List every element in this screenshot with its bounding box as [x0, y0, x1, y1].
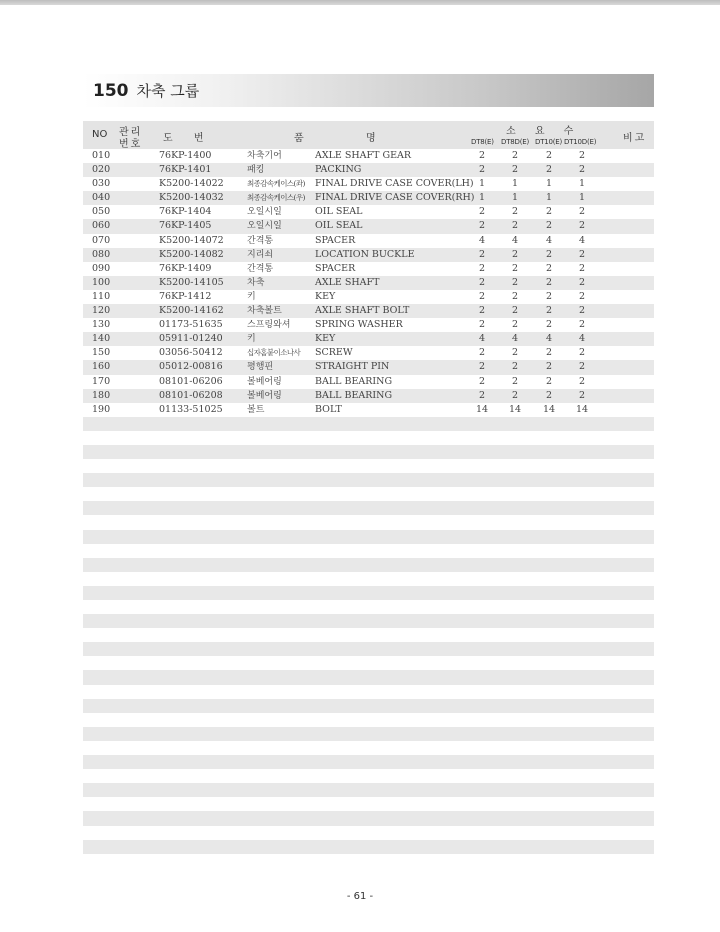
table-row: [83, 149, 654, 163]
english-name: AXLE SHAFT: [315, 276, 380, 288]
qty-dt10e: 2: [545, 164, 553, 176]
parts-table: [83, 149, 654, 854]
part-no: 020: [92, 164, 111, 176]
english-name: SPACER: [315, 234, 356, 246]
qty-dt8e: 2: [478, 361, 486, 373]
english-name: KEY: [315, 333, 336, 345]
part-no: 140: [92, 333, 111, 345]
top-rule: [0, 0, 720, 5]
header-remark: 비고: [623, 133, 647, 144]
drawing-number: 08101-06208: [159, 389, 223, 401]
qty-dt10e: 2: [545, 361, 553, 373]
part-no: 100: [92, 276, 111, 288]
qty-dt10e: 2: [545, 347, 553, 359]
qty-dt10de: 4: [578, 333, 586, 345]
header-model: DT8D(E): [501, 138, 529, 146]
empty-row: [83, 826, 654, 840]
drawing-number: 05911-01240: [159, 333, 223, 345]
korean-name: 간격통: [247, 235, 274, 246]
page-number: - 61 -: [346, 891, 374, 902]
english-name: AXLE SHAFT GEAR: [315, 150, 412, 161]
qty-dt8e: 4: [478, 333, 486, 345]
qty-dt8de: 1: [511, 192, 519, 204]
english-name: SCREW: [315, 347, 353, 359]
qty-dt10de: 2: [578, 276, 586, 288]
qty-dt10de: 2: [578, 305, 586, 317]
qty-dt8de: 2: [511, 347, 519, 359]
section-title-bar: [83, 74, 654, 107]
korean-name: 오일시일: [247, 207, 282, 218]
english-name: STRAIGHT PIN: [315, 361, 390, 373]
english-name: BOLT: [315, 403, 342, 415]
qty-dt10de: 2: [578, 389, 586, 401]
table-row: [83, 205, 654, 219]
header-item: 품: [294, 133, 304, 144]
header-mgmt-line1: 관리: [119, 127, 143, 138]
qty-dt8de: 2: [511, 389, 519, 401]
drawing-number: 76KP-1412: [159, 290, 212, 302]
korean-name: 지리쇠: [247, 249, 274, 260]
drawing-number: K5200-14105: [159, 276, 224, 288]
qty-dt8de: 1: [511, 178, 519, 190]
drawing-number: K5200-14162: [159, 305, 224, 317]
qty-dt10e: 1: [545, 192, 553, 204]
part-no: 170: [92, 375, 111, 387]
qty-dt8e: 2: [478, 290, 486, 302]
part-no: 130: [92, 319, 111, 331]
empty-row: [83, 600, 654, 614]
empty-row: [83, 459, 654, 473]
empty-row: [83, 727, 654, 741]
qty-dt8e: 2: [478, 375, 486, 387]
english-name: AXLE SHAFT BOLT: [315, 305, 410, 317]
qty-dt10e: 1: [545, 178, 553, 190]
empty-row: [83, 501, 654, 515]
qty-dt10e: 4: [545, 234, 553, 246]
empty-row: [83, 473, 654, 487]
drawing-number: 03056-50412: [159, 347, 223, 359]
qty-dt8e: 2: [478, 276, 486, 288]
drawing-number: 05012-00816: [159, 361, 223, 373]
qty-dt8de: 14: [508, 403, 522, 415]
table-row: [83, 290, 654, 304]
empty-row: [83, 572, 654, 586]
qty-dt10e: 2: [545, 220, 553, 232]
table-row: [83, 177, 654, 191]
drawing-number: K5200-14082: [159, 248, 224, 260]
korean-name: 차축볼트: [247, 306, 282, 317]
empty-row: [83, 417, 654, 431]
qty-dt10de: 2: [578, 262, 586, 274]
qty-dt8de: 4: [511, 333, 519, 345]
qty-dt8e: 2: [478, 319, 486, 331]
part-no: 090: [92, 262, 111, 274]
qty-dt8de: 2: [511, 319, 519, 331]
drawing-number: K5200-14072: [159, 234, 224, 246]
qty-dt8de: 2: [511, 164, 519, 176]
korean-name: 볼베어링: [247, 390, 282, 401]
qty-dt8e: 2: [478, 305, 486, 317]
qty-dt10e: 2: [545, 290, 553, 302]
qty-dt10e: 2: [545, 276, 553, 288]
qty-dt10de: 2: [578, 375, 586, 387]
header-mgmt-line2: 번호: [119, 139, 143, 150]
drawing-number: 01173-51635: [159, 319, 223, 331]
qty-dt8e: 2: [478, 389, 486, 401]
qty-dt10de: 1: [578, 192, 586, 204]
english-name: BALL BEARING: [315, 375, 393, 387]
empty-row: [83, 515, 654, 529]
qty-dt10de: 2: [578, 361, 586, 373]
korean-name: 볼트: [247, 404, 265, 415]
drawing-number: 01133-51025: [159, 403, 223, 415]
qty-dt8de: 2: [511, 150, 519, 161]
english-name: FINAL DRIVE CASE COVER(RH): [315, 192, 475, 204]
empty-row: [83, 656, 654, 670]
header-drawing-number: 도 번: [163, 133, 204, 144]
english-name: SPACER: [315, 262, 356, 274]
qty-dt8e: 14: [475, 403, 489, 415]
korean-name: 차축: [247, 277, 265, 288]
table-row: [83, 403, 654, 417]
empty-row: [83, 642, 654, 656]
empty-row: [83, 769, 654, 783]
qty-dt8e: 1: [478, 178, 486, 190]
empty-row: [83, 530, 654, 544]
table-row: [83, 219, 654, 233]
empty-row: [83, 586, 654, 600]
part-no: 180: [92, 389, 111, 401]
qty-dt8de: 2: [511, 248, 519, 260]
drawing-number: K5200-14022: [159, 178, 224, 190]
korean-name: 오일시일: [247, 221, 282, 232]
part-no: 050: [92, 206, 111, 218]
qty-dt8e: 2: [478, 150, 486, 161]
qty-dt8de: 2: [511, 220, 519, 232]
qty-dt8e: 2: [478, 220, 486, 232]
part-no: 030: [92, 178, 111, 190]
drawing-number: 76KP-1405: [159, 220, 212, 232]
qty-dt8e: 2: [478, 164, 486, 176]
part-no: 150: [92, 347, 111, 359]
section-number: 150: [93, 80, 129, 101]
qty-dt10de: 2: [578, 164, 586, 176]
table-row: [83, 248, 654, 262]
table-row: [83, 389, 654, 403]
table-row: [83, 318, 654, 332]
part-no: 080: [92, 248, 111, 260]
qty-dt10de: 2: [578, 319, 586, 331]
qty-dt10e: 4: [545, 333, 553, 345]
drawing-number: 76KP-1404: [159, 206, 212, 218]
empty-row: [83, 797, 654, 811]
qty-dt10de: 2: [578, 206, 586, 218]
part-no: 110: [92, 290, 111, 302]
empty-row: [83, 685, 654, 699]
korean-name: 십자홈붙이소나사: [247, 348, 301, 358]
table-row: [83, 360, 654, 374]
qty-dt8e: 1: [478, 192, 486, 204]
qty-dt10e: 2: [545, 319, 553, 331]
header-model: DT10(E): [535, 138, 563, 146]
qty-dt8e: 2: [478, 248, 486, 260]
qty-dt10de: 2: [578, 220, 586, 232]
empty-row: [83, 713, 654, 727]
empty-row: [83, 445, 654, 459]
part-no: 060: [92, 220, 111, 232]
korean-name: 키: [247, 291, 256, 302]
header-model: DT10D(E): [564, 138, 597, 146]
empty-row: [83, 628, 654, 642]
table-row: [83, 375, 654, 389]
qty-dt8e: 2: [478, 262, 486, 274]
table-row: [83, 262, 654, 276]
korean-name: 패킹: [247, 165, 265, 176]
english-name: LOCATION BUCKLE: [315, 248, 415, 260]
qty-dt8e: 4: [478, 234, 486, 246]
qty-dt10de: 2: [578, 347, 586, 359]
table-header: [83, 121, 654, 149]
qty-dt10de: 4: [578, 234, 586, 246]
empty-row: [83, 783, 654, 797]
table-row: [83, 163, 654, 177]
qty-dt8de: 2: [511, 206, 519, 218]
table-row: [83, 191, 654, 205]
table-row: [83, 332, 654, 346]
qty-dt10e: 2: [545, 375, 553, 387]
header-model: DT8(E): [471, 138, 494, 146]
english-name: BALL BEARING: [315, 389, 393, 401]
english-name: FINAL DRIVE CASE COVER(LH): [315, 178, 474, 190]
qty-dt10e: 2: [545, 206, 553, 218]
qty-dt8de: 2: [511, 290, 519, 302]
qty-dt10e: 2: [545, 150, 553, 161]
empty-row: [83, 558, 654, 572]
english-name: PACKING: [315, 164, 362, 176]
empty-row: [83, 811, 654, 825]
empty-row: [83, 699, 654, 713]
header-name: 명: [366, 133, 376, 144]
qty-dt8e: 2: [478, 347, 486, 359]
empty-row: [83, 544, 654, 558]
empty-row: [83, 487, 654, 501]
qty-dt10e: 2: [545, 262, 553, 274]
korean-name: 간격통: [247, 263, 274, 274]
header-quantity: 소 요 수: [506, 126, 574, 137]
qty-dt10de: 2: [578, 290, 586, 302]
empty-row: [83, 670, 654, 684]
qty-dt10de: 2: [578, 150, 586, 161]
qty-dt10de: 14: [575, 403, 589, 415]
korean-name: 키: [247, 334, 256, 345]
drawing-number: 76KP-1400: [159, 150, 212, 161]
table-row: [83, 346, 654, 360]
english-name: SPRING WASHER: [315, 319, 403, 331]
qty-dt10de: 2: [578, 248, 586, 260]
qty-dt8de: 2: [511, 375, 519, 387]
qty-dt8de: 2: [511, 305, 519, 317]
table-row: [83, 304, 654, 318]
english-name: OIL SEAL: [315, 220, 363, 232]
qty-dt8de: 4: [511, 234, 519, 246]
english-name: OIL SEAL: [315, 206, 363, 218]
korean-name: 평행핀: [247, 362, 274, 373]
drawing-number: 76KP-1409: [159, 262, 212, 274]
section-title: 차축 그룹: [136, 82, 200, 100]
header-no: NO: [92, 129, 108, 140]
korean-name: 차축기어: [247, 151, 282, 161]
english-name: KEY: [315, 290, 336, 302]
drawing-number: K5200-14032: [159, 192, 224, 204]
part-no: 010: [92, 150, 111, 161]
korean-name: 볼베어링: [247, 376, 282, 387]
qty-dt8de: 2: [511, 361, 519, 373]
part-no: 190: [92, 403, 111, 415]
qty-dt10e: 2: [545, 248, 553, 260]
korean-name: 최종감속케이스(좌): [247, 179, 305, 189]
part-no: 070: [92, 234, 111, 246]
empty-row: [83, 741, 654, 755]
qty-dt8de: 2: [511, 262, 519, 274]
table-row: [83, 276, 654, 290]
korean-name: 스프링와셔: [247, 320, 291, 331]
part-no: 040: [92, 192, 111, 204]
empty-row: [83, 840, 654, 854]
korean-name: 최종감속케이스(우): [247, 193, 305, 203]
table-row: [83, 234, 654, 248]
qty-dt8e: 2: [478, 206, 486, 218]
empty-row: [83, 614, 654, 628]
empty-row: [83, 755, 654, 769]
qty-dt10e: 14: [542, 403, 556, 415]
part-no: 120: [92, 305, 111, 317]
part-no: 160: [92, 361, 111, 373]
qty-dt8de: 2: [511, 276, 519, 288]
empty-row: [83, 431, 654, 445]
qty-dt10e: 2: [545, 305, 553, 317]
drawing-number: 08101-06206: [159, 375, 223, 387]
drawing-number: 76KP-1401: [159, 164, 212, 176]
qty-dt10e: 2: [545, 389, 553, 401]
qty-dt10de: 1: [578, 178, 586, 190]
